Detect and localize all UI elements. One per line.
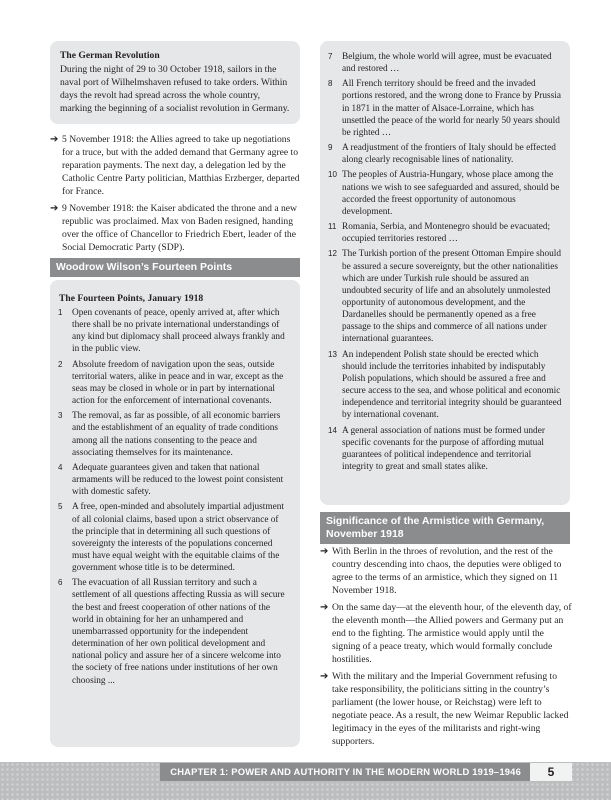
bullet-text: 5 November 1918: the Allies agreed to take up negotiations for a truce, but with the added demand that Germany agree to reparation payments. The next day, a delegation led by the Catholic Centre Party politician, Matthias Erzberger, departed for France. bbox=[62, 134, 300, 197]
point-text: Belgium, the whole world will agree, must be evacuated and restored … bbox=[342, 52, 552, 75]
german-revolution-title: The German Revolution bbox=[60, 50, 160, 61]
point-item bbox=[328, 349, 562, 422]
point-text: The evacuation of all Russian territory and such a settlement of all questions affecting Russia as will secure the best and freest cooperation of other nations of the world in obtaining for her an unhampered and unembarrassed opportunity for the independent determination of her own political development and national policy and assure her of a sincere welcome into the society of free nations under institutions of her own choosing ... bbox=[72, 578, 285, 686]
point-item bbox=[328, 248, 562, 345]
bullet-item bbox=[50, 133, 300, 198]
point-item bbox=[58, 462, 292, 498]
wilson-section-heading: Woodrow Wilson’s Fourteen Points bbox=[50, 258, 300, 277]
point-text: A free, open-minded and absolutely impartial adjustment of all colonial claims, based upon a strict observance of the principle that in determining all such questions of sovereignty the interests of the populations concerned must have equal weight with the equitable claims of the government whose title is to be determined. bbox=[72, 502, 284, 574]
point-item bbox=[58, 410, 292, 459]
bullet-item bbox=[320, 601, 572, 666]
point-item bbox=[58, 577, 292, 686]
point-item bbox=[328, 51, 562, 75]
point-text: Absolute freedom of navigation upon the seas, outside territorial waters, alike in peace and in war, except as the seas may be closed in whole or in part by international action for the enforcement of international covenants. bbox=[72, 359, 284, 407]
point-text: All French territory should be freed and the invaded portions restored, and the wrong done to France by Prussia in 1871 in the matter of Alsace-Lorraine, which has unsettled the peace of the world for nearly 50 years should be righted … bbox=[342, 79, 561, 138]
german-revolution-body: During the night of 29 to 30 October 1918, sailors in the naval port of Wilhelmshaven refused to take orders. Within days the revolt had spread across the whole country, marking the beginning of a socialist revolution in Germany. bbox=[60, 64, 290, 114]
point-number: 2 bbox=[58, 359, 63, 369]
left-bullet-list bbox=[50, 133, 300, 258]
arrow-right-icon: ➔ bbox=[320, 671, 329, 682]
point-text: An independent Polish state should be erected which should include the territories inhabited by indisputably Polish populations, which should be assured a free and secure access to the sea, and whose political and economic independence and territorial integrity should be guaranteed by international covenant. bbox=[342, 349, 562, 421]
point-text: Open covenants of peace, openly arrived at, after which there shall be no private international understandings of any kind but diplomacy shall proceed always frankly and in the public view. bbox=[72, 308, 285, 355]
point-text: The removal, as far as possible, of all economic barriers and the establishment of an equality of trade conditions among all the nations consenting to the peace and associating themselves for its maintenance. bbox=[72, 411, 281, 458]
page-number: 5 bbox=[530, 763, 572, 781]
chapter-footer: CHAPTER 1: POWER AND AUTHORITY IN THE MODERN WORLD 1919–1946 bbox=[160, 763, 530, 781]
bullet-text: With Berlin in the throes of revolution, and the rest of the country descending into chaos, the deputies were obliged to agree to the terms of an armistice, which they signed on 11 November 1918. bbox=[332, 546, 562, 596]
point-number: 5 bbox=[58, 502, 63, 512]
fourteen-points-title: The Fourteen Points, January 1918 bbox=[59, 293, 204, 304]
point-item bbox=[328, 221, 562, 245]
point-text: A general association of nations must be formed under specific covenants for the purpose of affording mutual guarantees of political independence and territorial integrity to great and small states alike. bbox=[342, 425, 545, 472]
arrow-right-icon: ➔ bbox=[50, 134, 59, 145]
point-number: 9 bbox=[328, 143, 333, 153]
bullet-text: With the military and the Imperial Government refusing to take responsibility, the politicians sitting in the country’s parliament (the lower house, or Reichstag) were left to negotiate peace. As a result, the new Weimar Republic lacked legitimacy in the eyes of the militarists and right-wing supporters. bbox=[332, 671, 569, 747]
point-item bbox=[328, 169, 562, 218]
arrow-right-icon: ➔ bbox=[320, 546, 329, 557]
german-revolution-box bbox=[50, 41, 300, 124]
point-text: Romania, Serbia, and Montenegro should be evacuated; occupied territories restored … bbox=[342, 222, 551, 245]
point-number: 3 bbox=[58, 411, 63, 421]
point-item bbox=[328, 425, 562, 474]
point-text: The peoples of Austria-Hungary, whose place among the nations we wish to see safeguarded and assured, should be accorded the freest opportunity of autonomous development. bbox=[342, 170, 560, 217]
point-text: The Turkish portion of the present Ottoman Empire should be assured a secure sovereignty, but the other nationalities which are under Turkish rule should be assured an undoubted security of life and an absolutely unmolested opportunity of autonomous development, and the Dardanelles should be permanently opened as a free passage to the ships and commerce of all nations under international guarantees. bbox=[342, 249, 561, 345]
point-number: 7 bbox=[328, 52, 333, 61]
point-item bbox=[328, 142, 562, 166]
bullet-item bbox=[320, 545, 572, 597]
armistice-section-heading: Significance of the Armistice with Germany, November 1918 bbox=[320, 512, 570, 544]
point-number: 12 bbox=[328, 249, 337, 259]
bullet-item bbox=[50, 202, 300, 254]
point-text: Adequate guarantees given and taken that national armaments will be reduced to the lowest point consistent with domestic safety. bbox=[72, 462, 284, 498]
point-text: A readjustment of the frontiers of Italy should be effected along clearly recognisable lines of nationality. bbox=[342, 143, 556, 166]
point-number: 1 bbox=[58, 308, 63, 317]
point-item bbox=[58, 359, 292, 408]
point-number: 10 bbox=[328, 170, 337, 180]
point-number: 6 bbox=[58, 578, 63, 588]
point-item bbox=[328, 78, 562, 139]
point-number: 13 bbox=[328, 349, 337, 359]
bullet-text: On the same day—at the eleventh hour, of the eleventh day, of the eleventh month—the Allied powers and Germany put an end to the fighting. The armistice would apply until the signing of a peace treaty, which would formally conclude hostilities. bbox=[332, 602, 572, 665]
point-number: 11 bbox=[328, 222, 337, 232]
bullet-item bbox=[320, 670, 572, 748]
arrow-right-icon: ➔ bbox=[320, 602, 329, 613]
point-item bbox=[58, 307, 292, 356]
fourteen-points-box bbox=[50, 280, 300, 747]
point-number: 4 bbox=[58, 462, 63, 472]
arrow-right-icon: ➔ bbox=[50, 203, 59, 214]
point-number: 8 bbox=[328, 79, 333, 89]
bullet-text: 9 November 1918: the Kaiser abdicated the throne and a new republic was proclaimed. Max von Baden resigned, handing over the office of Chancellor to Friedrich Ebert, leader of the Social Democratic Party (SDP). bbox=[62, 203, 297, 253]
point-item bbox=[58, 501, 292, 574]
point-number: 14 bbox=[328, 425, 337, 435]
right-bullet-list bbox=[320, 545, 572, 752]
fourteen-points-box-continued bbox=[320, 41, 570, 505]
